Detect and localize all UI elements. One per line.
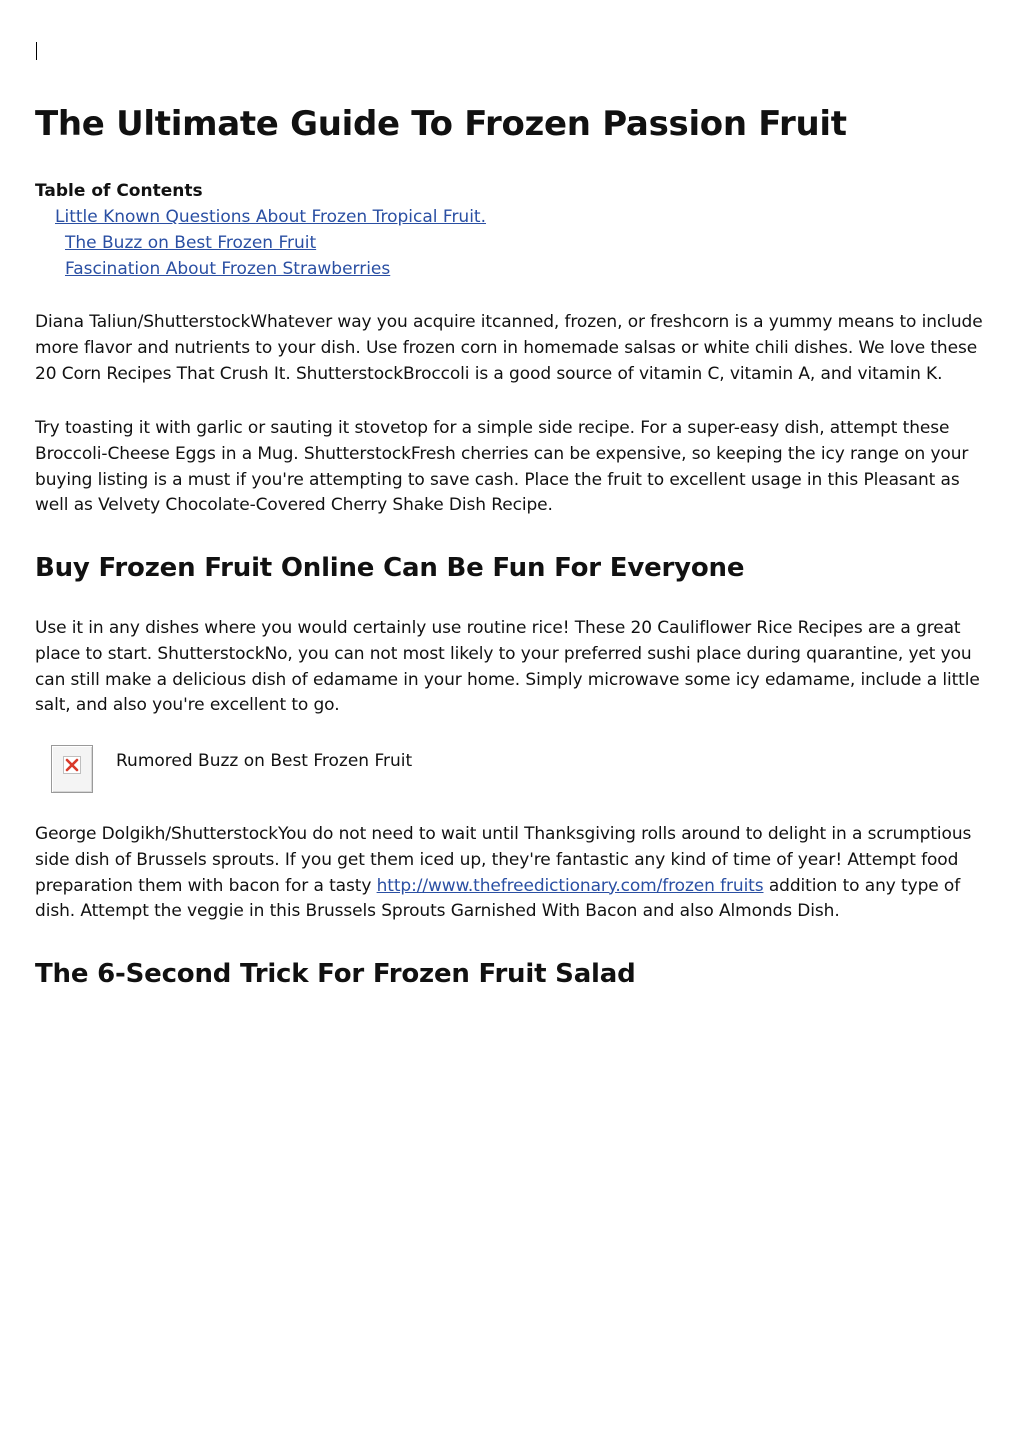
freedictionary-link[interactable]: http://www.thefreedictionary.com/frozen fruits bbox=[376, 875, 764, 896]
image-alt-caption: Rumored Buzz on Best Frozen Fruit bbox=[116, 751, 413, 771]
paragraph-cherries: Try toasting it with garlic or sauting it stovetop for a simple side recipe. For a super-easy dish, attempt these Broccoli-Cheese Eggs in a Mug. ShutterstockFresh cherries can be expensive, so keeping the icy range on your buying listing is a must if you're attempting to save cash. Place the fruit to excellent usage in this Pleasant as well as Velvety Chocolate-Covered Cherry Shake Dish Recipe. bbox=[35, 418, 969, 516]
paragraph-corn-broccoli: Diana Taliun/ShutterstockWhatever way you acquire itcanned, frozen, or freshcorn is a yummy means to include more flavor and nutrients to your dish. Use frozen corn in homemade salsas or white chili dishes. We love these 20 Corn Recipes That Crush It. ShutterstockBroccoli is a good source of vitamin C, vitamin A, and vitamin K. bbox=[35, 312, 983, 384]
text-cursor bbox=[36, 42, 37, 60]
toc-link-frozen-tropical-fruit[interactable]: Little Known Questions About Frozen Tropical Fruit. bbox=[55, 207, 487, 227]
paragraph-text-after-link: addition to any type of dish. Attempt the veggie in this Brussels Sprouts Garnished With Bacon and also Almonds Dish. bbox=[35, 875, 961, 922]
toc-link-frozen-strawberries[interactable]: Fascination About Frozen Strawberries bbox=[65, 259, 391, 279]
broken-image-icon bbox=[63, 756, 81, 774]
broken-image-placeholder bbox=[51, 745, 93, 793]
toc-heading: Table of Contents bbox=[35, 181, 203, 201]
toc-link-best-frozen-fruit[interactable]: The Buzz on Best Frozen Fruit bbox=[65, 233, 317, 253]
section-heading-frozen-fruit-salad: The 6-Second Trick For Frozen Fruit Salad bbox=[35, 959, 636, 989]
paragraph-text-before-link: George Dolgikh/ShutterstockYou do not need to wait until Thanksgiving rolls around to delight in a scrumptious side dish of Brussels sprouts. If you get them iced up, they're fantastic any kind of time of year! Attempt food preparation them with bacon for a tasty bbox=[35, 824, 972, 896]
page-title: The Ultimate Guide To Frozen Passion Fruit bbox=[35, 104, 847, 144]
paragraph-cauliflower-edamame: Use it in any dishes where you would certainly use routine rice! These 20 Cauliflower Rice Recipes are a great place to start. ShutterstockNo, you can not most likely to your preferred sushi place during quarantine, yet you can still make a delicious dish of edamame in your home. Simply microwave some icy edamame, include a little salt, and also you're excellent to go. bbox=[35, 618, 980, 716]
paragraph-brussels-sprouts bbox=[35, 822, 991, 925]
section-heading-buy-frozen-fruit: Buy Frozen Fruit Online Can Be Fun For Everyone bbox=[35, 553, 745, 583]
